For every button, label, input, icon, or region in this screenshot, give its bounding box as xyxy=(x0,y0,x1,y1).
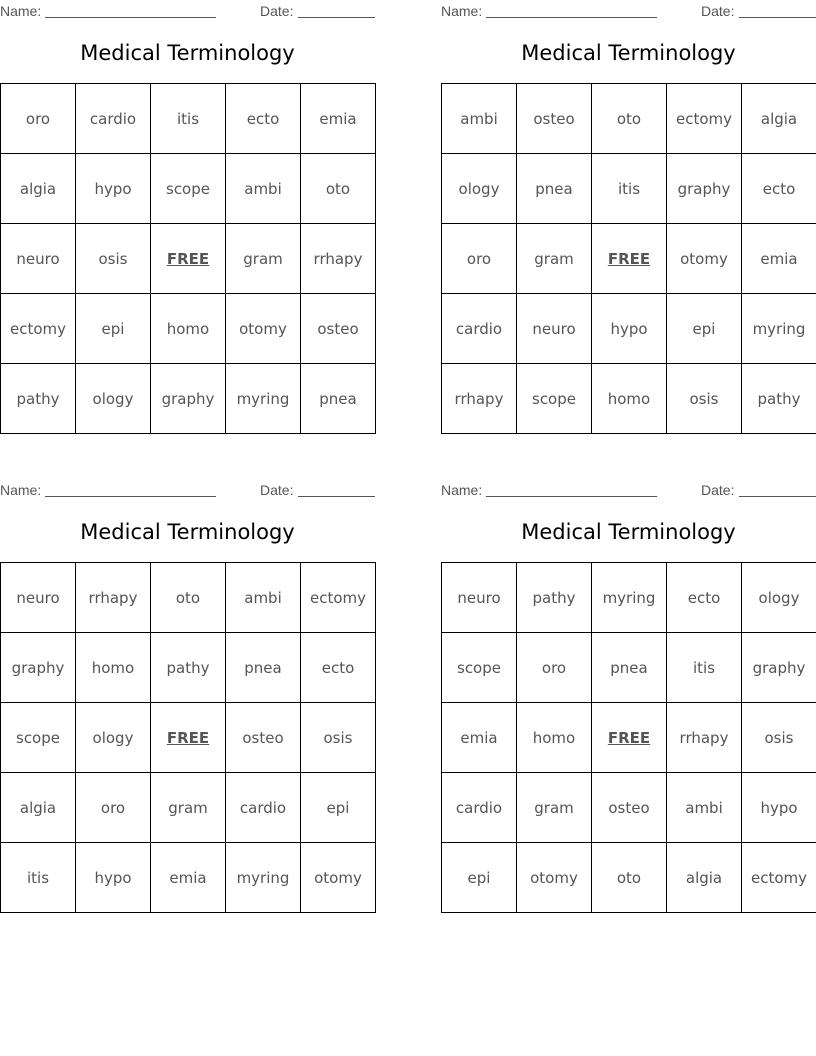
grid-cell: emia xyxy=(442,703,517,773)
grid-cell: ambi xyxy=(226,563,301,633)
card-title: Medical Terminology xyxy=(80,520,295,544)
card-title: Medical Terminology xyxy=(80,41,295,65)
grid-cell: scope xyxy=(151,154,226,224)
name-label: Name: xyxy=(0,3,42,19)
grid-cell: rrhapy xyxy=(442,364,517,434)
grid-cell: homo xyxy=(592,364,667,434)
grid-row xyxy=(1,703,376,773)
grid-cell: epi xyxy=(301,773,376,843)
grid-cell: ecto xyxy=(667,563,742,633)
grid-cell: oro xyxy=(1,84,76,154)
grid-cell: myring xyxy=(742,294,816,364)
grid-row xyxy=(442,703,816,773)
name-label: Name: xyxy=(441,482,483,498)
grid-cell: ambi xyxy=(667,773,742,843)
grid-cell: emia xyxy=(742,224,816,294)
card-header xyxy=(0,0,376,22)
grid-row xyxy=(1,563,376,633)
bingo-grid xyxy=(0,562,376,913)
grid-cell: osteo xyxy=(226,703,301,773)
grid-cell: cardio xyxy=(442,294,517,364)
name-label: Name: xyxy=(0,482,42,498)
grid-cell: pathy xyxy=(517,563,592,633)
date-label: Date: xyxy=(701,3,735,19)
grid-cell: ecto xyxy=(742,154,816,224)
grid-cell: ecto xyxy=(301,633,376,703)
date-label: Date: xyxy=(260,482,294,498)
grid-row xyxy=(442,84,816,154)
date-blank-line xyxy=(739,17,816,18)
grid-row xyxy=(442,224,816,294)
grid-cell: neuro xyxy=(1,563,76,633)
date-label: Date: xyxy=(260,3,294,19)
grid-cell: ecto xyxy=(226,84,301,154)
grid-cell: homo xyxy=(517,703,592,773)
grid-cell: gram xyxy=(517,773,592,843)
grid-row xyxy=(442,294,816,364)
grid-cell: ology xyxy=(76,364,151,434)
grid-cell: rrhapy xyxy=(301,224,376,294)
grid-row xyxy=(442,364,816,434)
grid-cell: algia xyxy=(1,154,76,224)
grid-cell: pnea xyxy=(226,633,301,703)
grid-cell: homo xyxy=(151,294,226,364)
bingo-grid xyxy=(441,562,816,913)
date-blank-line xyxy=(298,17,375,18)
name-blank-line xyxy=(45,17,216,18)
grid-cell: oto xyxy=(592,843,667,913)
grid-row xyxy=(1,224,376,294)
grid-cell: hypo xyxy=(76,154,151,224)
grid-cell: osteo xyxy=(301,294,376,364)
bingo-card-1 xyxy=(0,0,376,408)
grid-cell: oro xyxy=(76,773,151,843)
grid-cell: ectomy xyxy=(742,843,816,913)
grid-cell: osis xyxy=(667,364,742,434)
grid-cell: oto xyxy=(151,563,226,633)
card-header xyxy=(441,0,816,22)
grid-cell: otomy xyxy=(226,294,301,364)
grid-cell: osis xyxy=(742,703,816,773)
grid-cell: myring xyxy=(592,563,667,633)
grid-cell: ectomy xyxy=(1,294,76,364)
grid-cell: graphy xyxy=(742,633,816,703)
grid-cell: itis xyxy=(667,633,742,703)
grid-cell: osis xyxy=(301,703,376,773)
grid-row xyxy=(442,154,816,224)
grid-cell: cardio xyxy=(226,773,301,843)
date-blank-line xyxy=(298,496,375,497)
grid-cell: ology xyxy=(76,703,151,773)
grid-cell: algia xyxy=(742,84,816,154)
grid-cell: emia xyxy=(301,84,376,154)
grid-row xyxy=(1,843,376,913)
bingo-card-4 xyxy=(441,479,816,887)
bingo-card-2 xyxy=(441,0,816,408)
date-blank-line xyxy=(739,496,816,497)
grid-cell: oto xyxy=(301,154,376,224)
grid-row xyxy=(442,773,816,843)
free-space-cell: FREE xyxy=(151,703,226,773)
grid-cell: myring xyxy=(226,364,301,434)
grid-cell: pnea xyxy=(517,154,592,224)
grid-cell: itis xyxy=(1,843,76,913)
grid-cell: osis xyxy=(76,224,151,294)
grid-row xyxy=(1,84,376,154)
grid-cell: graphy xyxy=(1,633,76,703)
grid-row xyxy=(1,364,376,434)
name-label: Name: xyxy=(441,3,483,19)
card-header xyxy=(0,479,376,501)
date-label: Date: xyxy=(701,482,735,498)
grid-cell: graphy xyxy=(151,364,226,434)
grid-cell: pathy xyxy=(151,633,226,703)
grid-cell: rrhapy xyxy=(76,563,151,633)
grid-cell: epi xyxy=(442,843,517,913)
grid-cell: ology xyxy=(742,563,816,633)
grid-cell: neuro xyxy=(517,294,592,364)
grid-cell: oro xyxy=(442,224,517,294)
grid-cell: gram xyxy=(517,224,592,294)
grid-cell: otomy xyxy=(667,224,742,294)
grid-cell: pathy xyxy=(742,364,816,434)
grid-cell: rrhapy xyxy=(667,703,742,773)
grid-cell: scope xyxy=(517,364,592,434)
grid-cell: oro xyxy=(517,633,592,703)
free-space-cell: FREE xyxy=(592,703,667,773)
grid-cell: ambi xyxy=(226,154,301,224)
grid-cell: osteo xyxy=(592,773,667,843)
card-title: Medical Terminology xyxy=(521,520,736,544)
grid-cell: itis xyxy=(151,84,226,154)
grid-cell: algia xyxy=(667,843,742,913)
grid-row xyxy=(1,154,376,224)
grid-cell: hypo xyxy=(76,843,151,913)
grid-cell: pnea xyxy=(592,633,667,703)
grid-cell: myring xyxy=(226,843,301,913)
grid-cell: epi xyxy=(76,294,151,364)
grid-cell: osteo xyxy=(517,84,592,154)
name-blank-line xyxy=(486,17,657,18)
grid-row xyxy=(1,294,376,364)
grid-cell: gram xyxy=(151,773,226,843)
grid-row xyxy=(1,633,376,703)
grid-cell: gram xyxy=(226,224,301,294)
grid-cell: pnea xyxy=(301,364,376,434)
grid-row xyxy=(442,563,816,633)
free-space-cell: FREE xyxy=(592,224,667,294)
grid-cell: hypo xyxy=(592,294,667,364)
name-blank-line xyxy=(486,496,657,497)
grid-cell: hypo xyxy=(742,773,816,843)
grid-cell: otomy xyxy=(301,843,376,913)
grid-cell: scope xyxy=(1,703,76,773)
grid-cell: ectomy xyxy=(301,563,376,633)
bingo-grid xyxy=(0,83,376,434)
grid-cell: neuro xyxy=(1,224,76,294)
grid-cell: algia xyxy=(1,773,76,843)
grid-cell: graphy xyxy=(667,154,742,224)
grid-cell: oto xyxy=(592,84,667,154)
grid-row xyxy=(442,843,816,913)
grid-row xyxy=(1,773,376,843)
grid-cell: ology xyxy=(442,154,517,224)
grid-cell: cardio xyxy=(76,84,151,154)
grid-cell: itis xyxy=(592,154,667,224)
grid-cell: epi xyxy=(667,294,742,364)
card-header xyxy=(441,479,816,501)
grid-cell: ambi xyxy=(442,84,517,154)
grid-cell: scope xyxy=(442,633,517,703)
grid-row xyxy=(442,633,816,703)
name-blank-line xyxy=(45,496,216,497)
grid-cell: pathy xyxy=(1,364,76,434)
free-space-cell: FREE xyxy=(151,224,226,294)
grid-cell: ectomy xyxy=(667,84,742,154)
grid-cell: homo xyxy=(76,633,151,703)
card-title: Medical Terminology xyxy=(521,41,736,65)
grid-cell: emia xyxy=(151,843,226,913)
bingo-card-3 xyxy=(0,479,376,887)
grid-cell: cardio xyxy=(442,773,517,843)
grid-cell: otomy xyxy=(517,843,592,913)
bingo-grid xyxy=(441,83,816,434)
grid-cell: neuro xyxy=(442,563,517,633)
